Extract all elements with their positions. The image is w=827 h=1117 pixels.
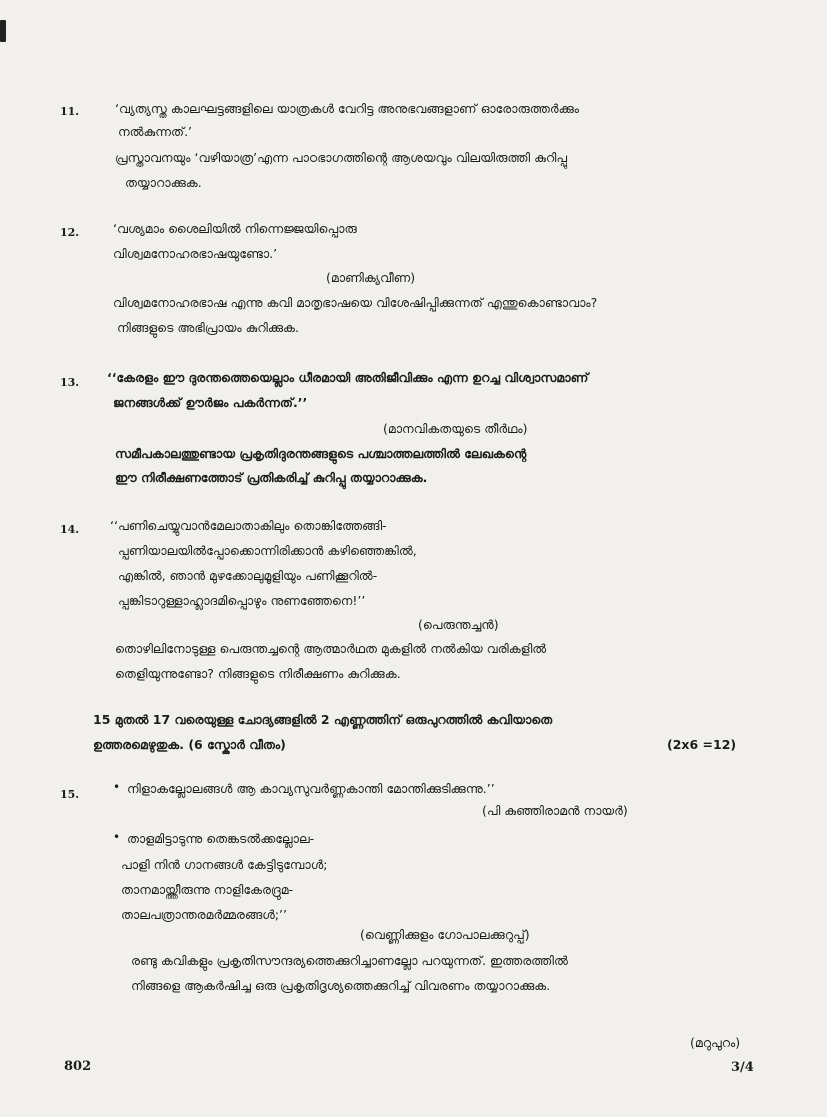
question-text-line: പ്രസ്താവനയും ‘വഴിയാത്ര’എന്ന പാഠഭാഗത്തിന്റെ ആശയവും വിലയിരുത്തി കുറിപ്പു bbox=[115, 150, 568, 165]
quote-line: ജനങ്ങൾക്ക് ഊർജം പകർന്നത്.’’ bbox=[113, 395, 308, 410]
quote-line: പ്പങ്കിടാറുള്ളാഹ്ലാദമിപ്പൊഴും നുണഞ്ഞേനെ!’’ bbox=[118, 593, 366, 608]
marks-label: (2x6 =12) bbox=[667, 737, 737, 752]
question-text-line: രണ്ടു കവികളും പ്രകൃതിസൗന്ദര്യത്തെക്കുറിച്ചാണല്ലോ പറയുന്നത്. ഇത്തരത്തിൽ bbox=[131, 953, 568, 968]
instruction-line: 15 മുതൽ 17 വരെയുള്ള ചോദ്യങ്ങളിൽ 2 എണ്ണത്തിന് ഒരുപുറത്തിൽ കവിയാതെ bbox=[93, 712, 553, 727]
question-number: 14. bbox=[60, 523, 80, 536]
quote-line: വിശ്വമനോഹരഭാഷയുണ്ടോ.’ bbox=[113, 246, 278, 261]
quote-line: പാളി നിൻ ഗാനങ്ങൾ കേട്ടിടുമ്പോൾ; bbox=[121, 857, 328, 872]
quote-line: ‘‘പണിചെയ്യുവാൻമേലാതാകിലും തൊങ്കിത്തേങ്ങി- bbox=[110, 518, 387, 533]
quote-line: ‘വശ്യമാം ശൈലിയിൽ നിന്നെജ്ജയിപ്പൊരു bbox=[113, 221, 357, 236]
question-text-line: തെളിയുന്നുണ്ടോ? നിങ്ങളുടെ നിരീക്ഷണം കുറിക്കുക. bbox=[115, 666, 401, 681]
question-text-line: നിങ്ങളുടെ അഭിപ്രായം കുറിക്കുക. bbox=[117, 320, 299, 335]
question-text-line: നൽകുന്നത്.’ bbox=[118, 124, 193, 139]
question-text-line: തൊഴിലിനോടുള്ള പെരുന്തച്ചന്റെ ആത്മാർഥത മുകളിൽ നൽകിയ വരികളിൽ bbox=[115, 641, 547, 656]
question-text-line: സമീപകാലത്തുണ്ടായ പ്രകൃതിദുരന്തങ്ങളുടെ പശ്ചാത്തലത്തിൽ ലേഖകന്റെ bbox=[115, 446, 527, 461]
question-text-line: നിങ്ങളെ ആകർഷിച്ച ഒരു പ്രകൃതിദൃശ്യത്തെക്കുറിച്ച് വിവരണം തയ്യാറാക്കുക. bbox=[131, 978, 551, 993]
quote-line: പ്പണിയാലയിൽപ്പോക്കൊന്നിരിക്കാൻ കഴിഞ്ഞെങ്കിൽ, bbox=[118, 543, 417, 558]
quote-source: (വെണ്ണിക്കുളം ഗോപാലക്കുറുപ്പ്) bbox=[360, 927, 530, 942]
quote-source: (പി കുഞ്ഞിരാമൻ നായർ) bbox=[482, 803, 628, 818]
quote-line: എങ്കിൽ, ഞാൻ മുഴക്കോലുമൂളിയും പണിക്കൂറിൽ- bbox=[118, 568, 378, 583]
question-text-line: വിശ്വമനോഹരഭാഷ എന്നു കവി മാതൃഭാഷയെ വിശേഷിപ്പിക്കുന്നത് എന്തുകൊണ്ടാവാം? bbox=[113, 295, 598, 310]
instruction-line: ഉത്തരമെഴുതുക. (6 സ്കോർ വീതം) bbox=[93, 737, 286, 752]
quote-source: (പെരുന്തച്ചൻ) bbox=[418, 617, 499, 632]
question-text-line: ഈ നിരീക്ഷണത്തോട് പ്രതികരിച്ച് കുറിപ്പു തയ്യാറാക്കുക. bbox=[115, 470, 428, 485]
turn-over-label: (മറുപുറം) bbox=[690, 1035, 741, 1050]
question-number: 13. bbox=[60, 376, 80, 389]
exam-code: 802 bbox=[64, 1059, 92, 1074]
quote-line: താലപത്രാന്തരമർമ്മരങ്ങൾ;’’ bbox=[121, 907, 287, 922]
question-text-line: ‘വ്യത്യസ്ത കാലഘട്ടങ്ങളിലെ യാത്രകൾ വേറിട്ട അനുഭവങ്ങളാണ് ഓരോരുത്തർക്കും bbox=[115, 101, 580, 116]
quote-source: (മാണിക്യവീണ) bbox=[326, 270, 416, 285]
bullet-icon: • bbox=[113, 780, 121, 794]
question-number: 12. bbox=[60, 226, 80, 239]
bullet-icon: • bbox=[113, 830, 121, 844]
quote-line: ‘‘കേരളം ഈ ദുരന്തത്തെയെല്ലാം ധീരമായി അതിജീവിക്കും എന്ന ഉറച്ച വിശ്വാസമാണ് bbox=[107, 370, 589, 385]
quote-line: താളമിട്ടാടുന്നു തെങ്കടൽക്കല്ലോല- bbox=[127, 831, 315, 846]
question-number: 11. bbox=[60, 105, 80, 118]
corner-mark bbox=[0, 20, 6, 42]
quote-line: താനമായ്ത്തീരുന്നു നാളികേരദ്രുമ- bbox=[121, 882, 294, 897]
page-number: 3/4 bbox=[731, 1060, 754, 1075]
question-text-line: തയ്യാറാക്കുക. bbox=[125, 175, 202, 190]
quote-source: (മാനവികതയുടെ തീർഥം) bbox=[383, 421, 528, 436]
quote-line: നിളാകല്ലോലങ്ങൾ ആ കാവ്യസുവർണ്ണകാന്തി മോന്തിക്കുടിക്കുന്നു.’’ bbox=[127, 781, 495, 796]
question-number: 15. bbox=[60, 788, 80, 801]
